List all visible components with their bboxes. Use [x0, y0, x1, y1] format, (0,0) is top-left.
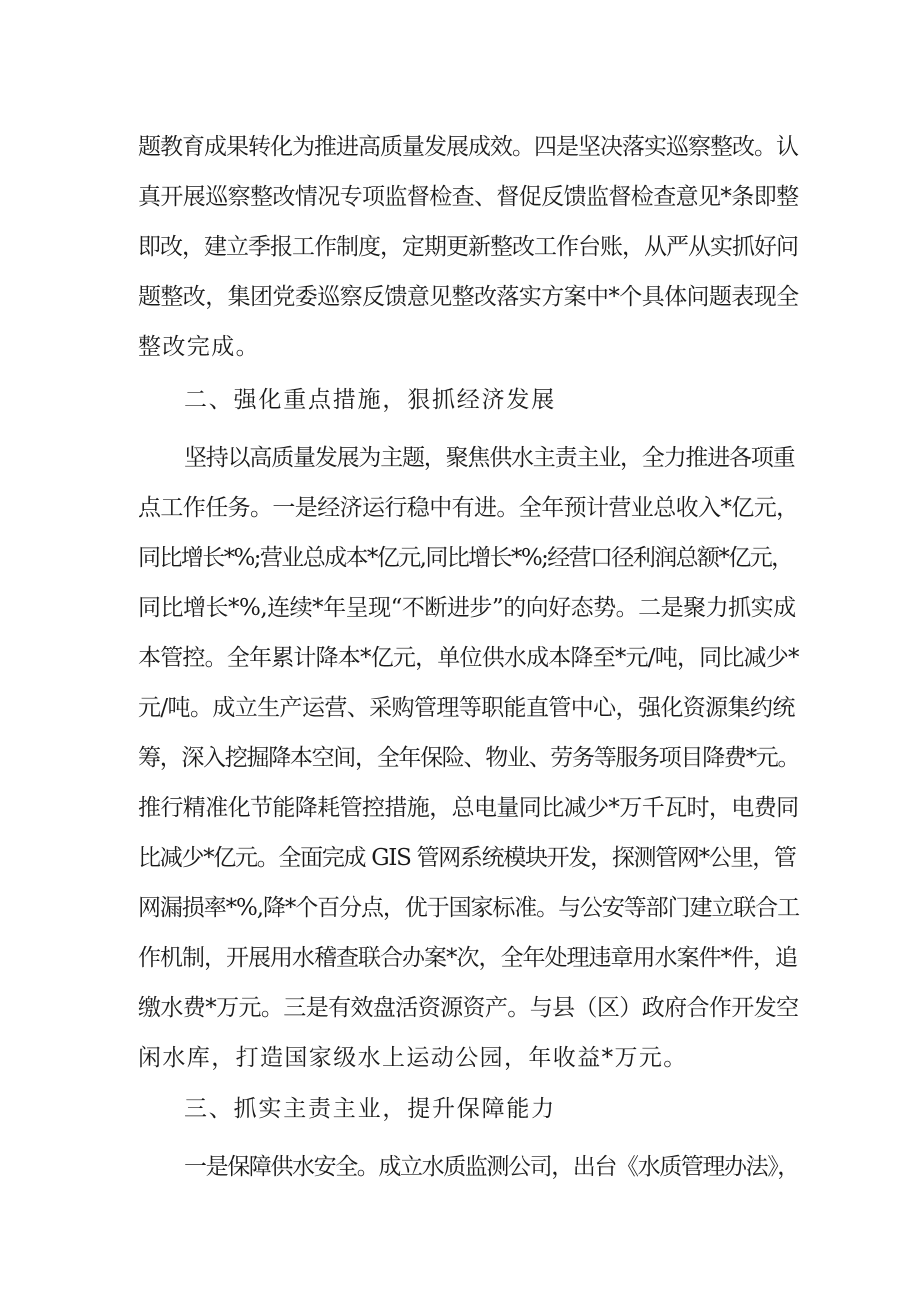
paragraph-1-line-2: 真开展巡察整改情况专项监督检查、督促反馈监督检查意见*条即整 [138, 184, 799, 210]
paragraph-2-line-13: 闲水库，打造国家级水上运动公园，年收益*万元。 [138, 1045, 688, 1071]
section-heading-2: 二、强化重点措施，狠抓经济发展 [184, 387, 556, 413]
paragraph-3-line-1: 一是保障供水安全。成立水质监测公司，出台《水质管理办法》， [184, 1154, 799, 1180]
section-heading-3: 三、抓实主责主业，提升保障能力 [184, 1096, 556, 1122]
paragraph-2-line-9: 比减少*亿元。全面完成 GIS 管网系统模块开发，探测管网*公里，管 [138, 845, 796, 871]
paragraph-2-line-4: 同比增长*%,连续*年呈现“不断进步”的向好态势。二是聚力抓实成 [138, 595, 796, 621]
paragraph-2-line-7: 筹，深入挖掘降本空间，全年保险、物业、劳务等服务项目降费*元。 [138, 745, 800, 771]
paragraph-2-line-3: 同比增长*%;营业总成本*亿元,同比增长*%;经营口径利润总额*亿元， [138, 545, 793, 571]
paragraph-2-line-6: 元/吨。成立生产运营、采购管理等职能直管中心，强化资源集约统 [138, 695, 795, 721]
paragraph-1-line-4: 题整改，集团党委巡察反馈意见整改落实方案中*个具体问题表现全 [138, 284, 799, 310]
paragraph-1-line-3: 即改，建立季报工作制度，定期更新整改工作台账，从严从实抓好问 [138, 234, 798, 260]
paragraph-2-line-11: 作机制，开展用水稽查联合办案*次，全年处理违章用水案件*件，追 [138, 945, 797, 971]
paragraph-2-line-5: 本管控。全年累计降本*亿元，单位供水成本降至*元/吨，同比减少* [138, 645, 799, 671]
paragraph-2-line-2: 点工作任务。一是经济运行稳中有进。全年预计营业总收入*亿元， [138, 495, 799, 521]
paragraph-2-line-8: 推行精准化节能降耗管控措施，总电量同比减少*万千瓦时，电费同 [138, 795, 799, 821]
paragraph-1-line-5: 整改完成。 [138, 334, 260, 360]
paragraph-2-line-1: 坚持以高质量发展为主题，聚焦供水主责主业，全力推进各项重 [184, 445, 795, 471]
paragraph-2-line-12: 缴水费*万元。三是有效盘活资源资产。与县（区）政府合作开发空 [138, 995, 799, 1021]
paragraph-1-line-1: 题教育成果转化为推进高质量发展成效。四是坚决落实巡察整改。认 [138, 134, 798, 160]
paragraph-2-line-10: 网漏损率*%,降*个百分点，优于国家标准。与公安等部门建立联合工 [138, 895, 799, 921]
